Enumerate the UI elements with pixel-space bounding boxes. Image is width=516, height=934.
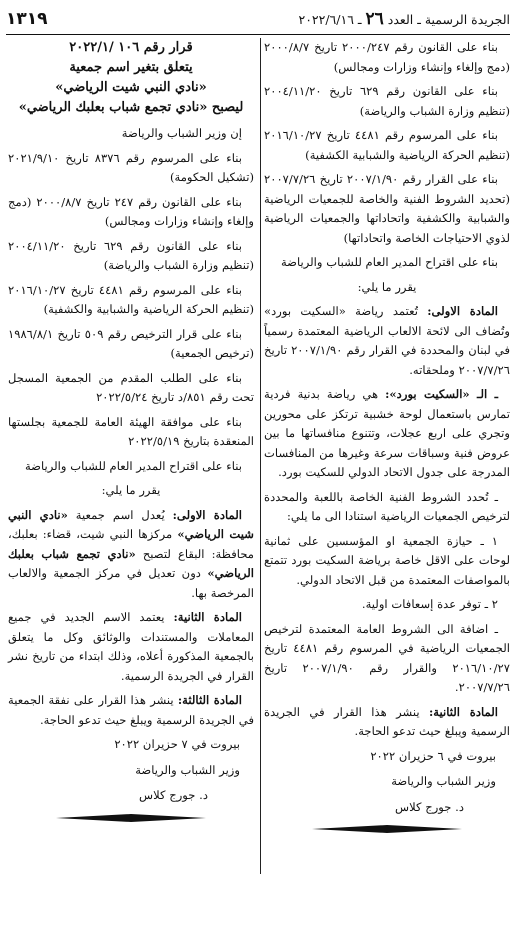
conditions-item: ـ تُحدد الشروط الفنية الخاصة باللعبة والمحددة لترخيص الجمعيات الرياضية استنادا الى ما يلي:	[264, 489, 510, 523]
recital: بناء على المرسوم رقم ٨٣٧٦ تاريخ ٢٠٢١/٩/١٠ (تشكيل الحكومة)	[8, 150, 254, 184]
definition-label: ـ الـ «السكيت بورد»:	[385, 387, 498, 401]
article-text: دون تعديل في مركز الجمعية والالعاب المرخصة بها.	[8, 566, 254, 600]
recital: بناء على القانون رقم ٢٤٧ تاريخ ٢٠٠٠/٨/٧ (دمج وإلغاء وإنشاء وزارات ومجالس)	[8, 194, 254, 228]
decides-line: يقرر ما يلي:	[357, 279, 417, 294]
ornament-rule-icon	[56, 813, 206, 823]
signature-date: بيروت في ٦ حزيران ٢٠٢٢	[370, 748, 496, 763]
article-text: ينشر هذا القرار على نفقة الجمعية في الجريدة الرسمية ويبلغ حيث تدعو الحاجة.	[8, 693, 254, 727]
issue-date: ـ ٢٠٢٢/٦/١٦	[298, 12, 362, 27]
definition-item	[264, 385, 510, 483]
article-label: المادة الثالثة:	[177, 693, 242, 707]
article-label: المادة الاولى:	[172, 507, 242, 522]
section-end-ornament	[264, 823, 510, 835]
decision-new-name: ليصبح «نادي تجمع شباب بعلبك الرياضي»	[18, 100, 244, 115]
article-label: المادة الثانية:	[429, 704, 498, 719]
page-number: ١٣١٩	[6, 9, 48, 29]
columns	[6, 38, 510, 934]
decision-old-name: «نادي النبي شيت الرياضي»	[55, 80, 207, 95]
journal-name: الجريدة الرسمية ـ العدد	[387, 12, 510, 27]
condition-2: ٢ ـ توفر عدة إسعافات اولية.	[361, 597, 498, 611]
article-label: المادة الاولى:	[427, 304, 499, 318]
section-end-ornament	[8, 812, 254, 824]
article-label: المادة الثانية:	[173, 610, 242, 624]
condition-1: ١ ـ حيازة الجمعية او المؤسسين على ثمانية لوحات على الاقل خاصة برياضة السكيت بورد تتمتع بالمواصفات المعتمدة من قبل الاتحاد الدولي.	[264, 533, 510, 587]
column-divider	[260, 38, 261, 874]
definition-text: هي رياضة بدنية فردية تمارس باستعمال لوحة خشبية ترتكز على محورين وتجري على اربع عجلات، وتتنوع منافساتها ما بين عروض فنية وسباقات سرعة وغيرها من المنافسات المدرجة على جدول الاتحاد الدولي للسكيت بورد.	[264, 387, 510, 479]
old-club-name: «نادي النبي شيت الرياضي»	[8, 507, 255, 541]
left-column	[8, 38, 254, 824]
intro: إن وزير الشباب والرياضة	[121, 126, 242, 140]
article-text: ينشر هذا القرار في الجريدة الرسمية ويبلغ حيث تدعو الحاجة.	[264, 704, 510, 738]
recital: بناء على القانون رقم ٦٢٩ تاريخ ٢٠٠٤/١١/٢٠ (تنظيم وزارة الشباب والرياضة)	[8, 238, 254, 272]
recital: بناء على المرسوم رقم ٤٤٨١ تاريخ ٢٠١٦/١٠/٢٧ (تنظيم الحركة الرياضية والشبابية والكشفية)	[8, 282, 254, 316]
issue-number: ٢٦	[365, 9, 384, 29]
article-1	[8, 506, 254, 604]
right-column	[264, 38, 510, 835]
signature-name: د. جورج كلاس	[394, 799, 464, 814]
recital: بناء على قرار الترخيص رقم ٥٠٩ تاريخ ١٩٨٦/٨/١ (ترخيص الجمعية)	[8, 326, 254, 360]
decision-title: قرار رقم ١٠٦ /٢٠٢٢/١	[69, 40, 193, 55]
recital: بناء على موافقة الهيئة العامة للجمعية بجلستها المنعقدة بتاريخ ٢٠٢٢/٥/١٩	[8, 414, 254, 448]
signature-date: بيروت في ٧ حزيران ٢٠٢٢	[114, 737, 240, 751]
conditions-addition: ـ اضافة الى الشروط العامة المعتمدة لترخيص الجمعيات الرياضية في المرسوم رقم ٤٤٨١ تاريخ ٢٠١٦/١٠/٢٧ والقرار رقم ٢٠٠٧/١/٩٠ تاريخ ٢٠٠٧/٧/٢٦.	[264, 621, 510, 694]
new-club-name: «نادي تجمع شباب بعلبك الرياضي»	[8, 546, 254, 580]
recital: بناء على القرار رقم ٢٠٠٧/١/٩٠ تاريخ ٢٠٠٧/٧/٢٦ (تحديد الشروط الفنية والخاصة للجمعيات الرياضية والشبابية والكشفية واتحاداتها والجمعيات الرياضية لذوي الاحتياجات الخاصة واتحاداتها)	[264, 172, 510, 245]
ornament-rule-icon	[312, 824, 462, 834]
article-1	[264, 302, 510, 380]
recital: بناء على الطلب المقدم من الجمعية المسجل تحت رقم ٨٥١/د تاريخ ٢٠٢٢/٥/٢٤	[8, 370, 254, 404]
article-2	[8, 608, 254, 686]
page-header	[6, 4, 510, 35]
decides-line: يقرر ما يلي:	[101, 483, 161, 497]
recital: بناء على اقتراح المدير العام للشباب والرياضة	[24, 458, 242, 473]
article-text: يُعدل اسم جمعية	[75, 507, 165, 522]
journal-title	[298, 9, 510, 29]
article-text: يعتمد الاسم الجديد في جميع المعاملات والمستندات والوثائق وكل ما يتعلق بالجمعية المذكورة أعلاه، وذلك ابتداء من تاريخ نشر القرار في الجريدة الرسمية.	[8, 610, 254, 683]
recital: بناء على المرسوم رقم ٤٤٨١ تاريخ ٢٠١٦/١٠/٢٧ (تنظيم الحركة الرياضية والشبابية الكشفية)	[264, 128, 510, 162]
recital: بناء على اقتراح المدير العام للشباب والرياضة	[280, 255, 498, 269]
article-3	[8, 691, 254, 730]
article-text: تُعتمد رياضة «السكيت بورد» وتُضاف الى لائحة الالعاب الرياضية المعتمدة رسمياً في لبنان والمحددة في القرار رقم ٢٠٠٧/١/٩٠ تاريخ ٢٠٠٧/٧/٢٦ وملحقاته.	[264, 304, 510, 377]
decision-subject: يتعلق بتغير اسم جمعية	[69, 60, 193, 75]
recital: بناء على القانون رقم ٢٠٠٠/٢٤٧ تاريخ ٢٠٠٠/٨/٧ (دمج وإلغاء وإنشاء وزارات ومجالس)	[264, 40, 510, 74]
article-text: مركزها النبي شيت، قضاء: بعلبك، محافظة: البقاع لتصبح	[8, 527, 255, 561]
signature-title: وزير الشباب والرياضة	[391, 774, 496, 788]
signature-title: وزير الشباب والرياضة	[135, 762, 240, 777]
recital: بناء على القانون رقم ٦٢٩ تاريخ ٢٠٠٤/١١/٢٠ (تنظيم وزارة الشباب والرياضة)	[264, 84, 510, 118]
article-2	[264, 703, 510, 742]
signature-name: د. جورج كلاس	[138, 788, 208, 802]
